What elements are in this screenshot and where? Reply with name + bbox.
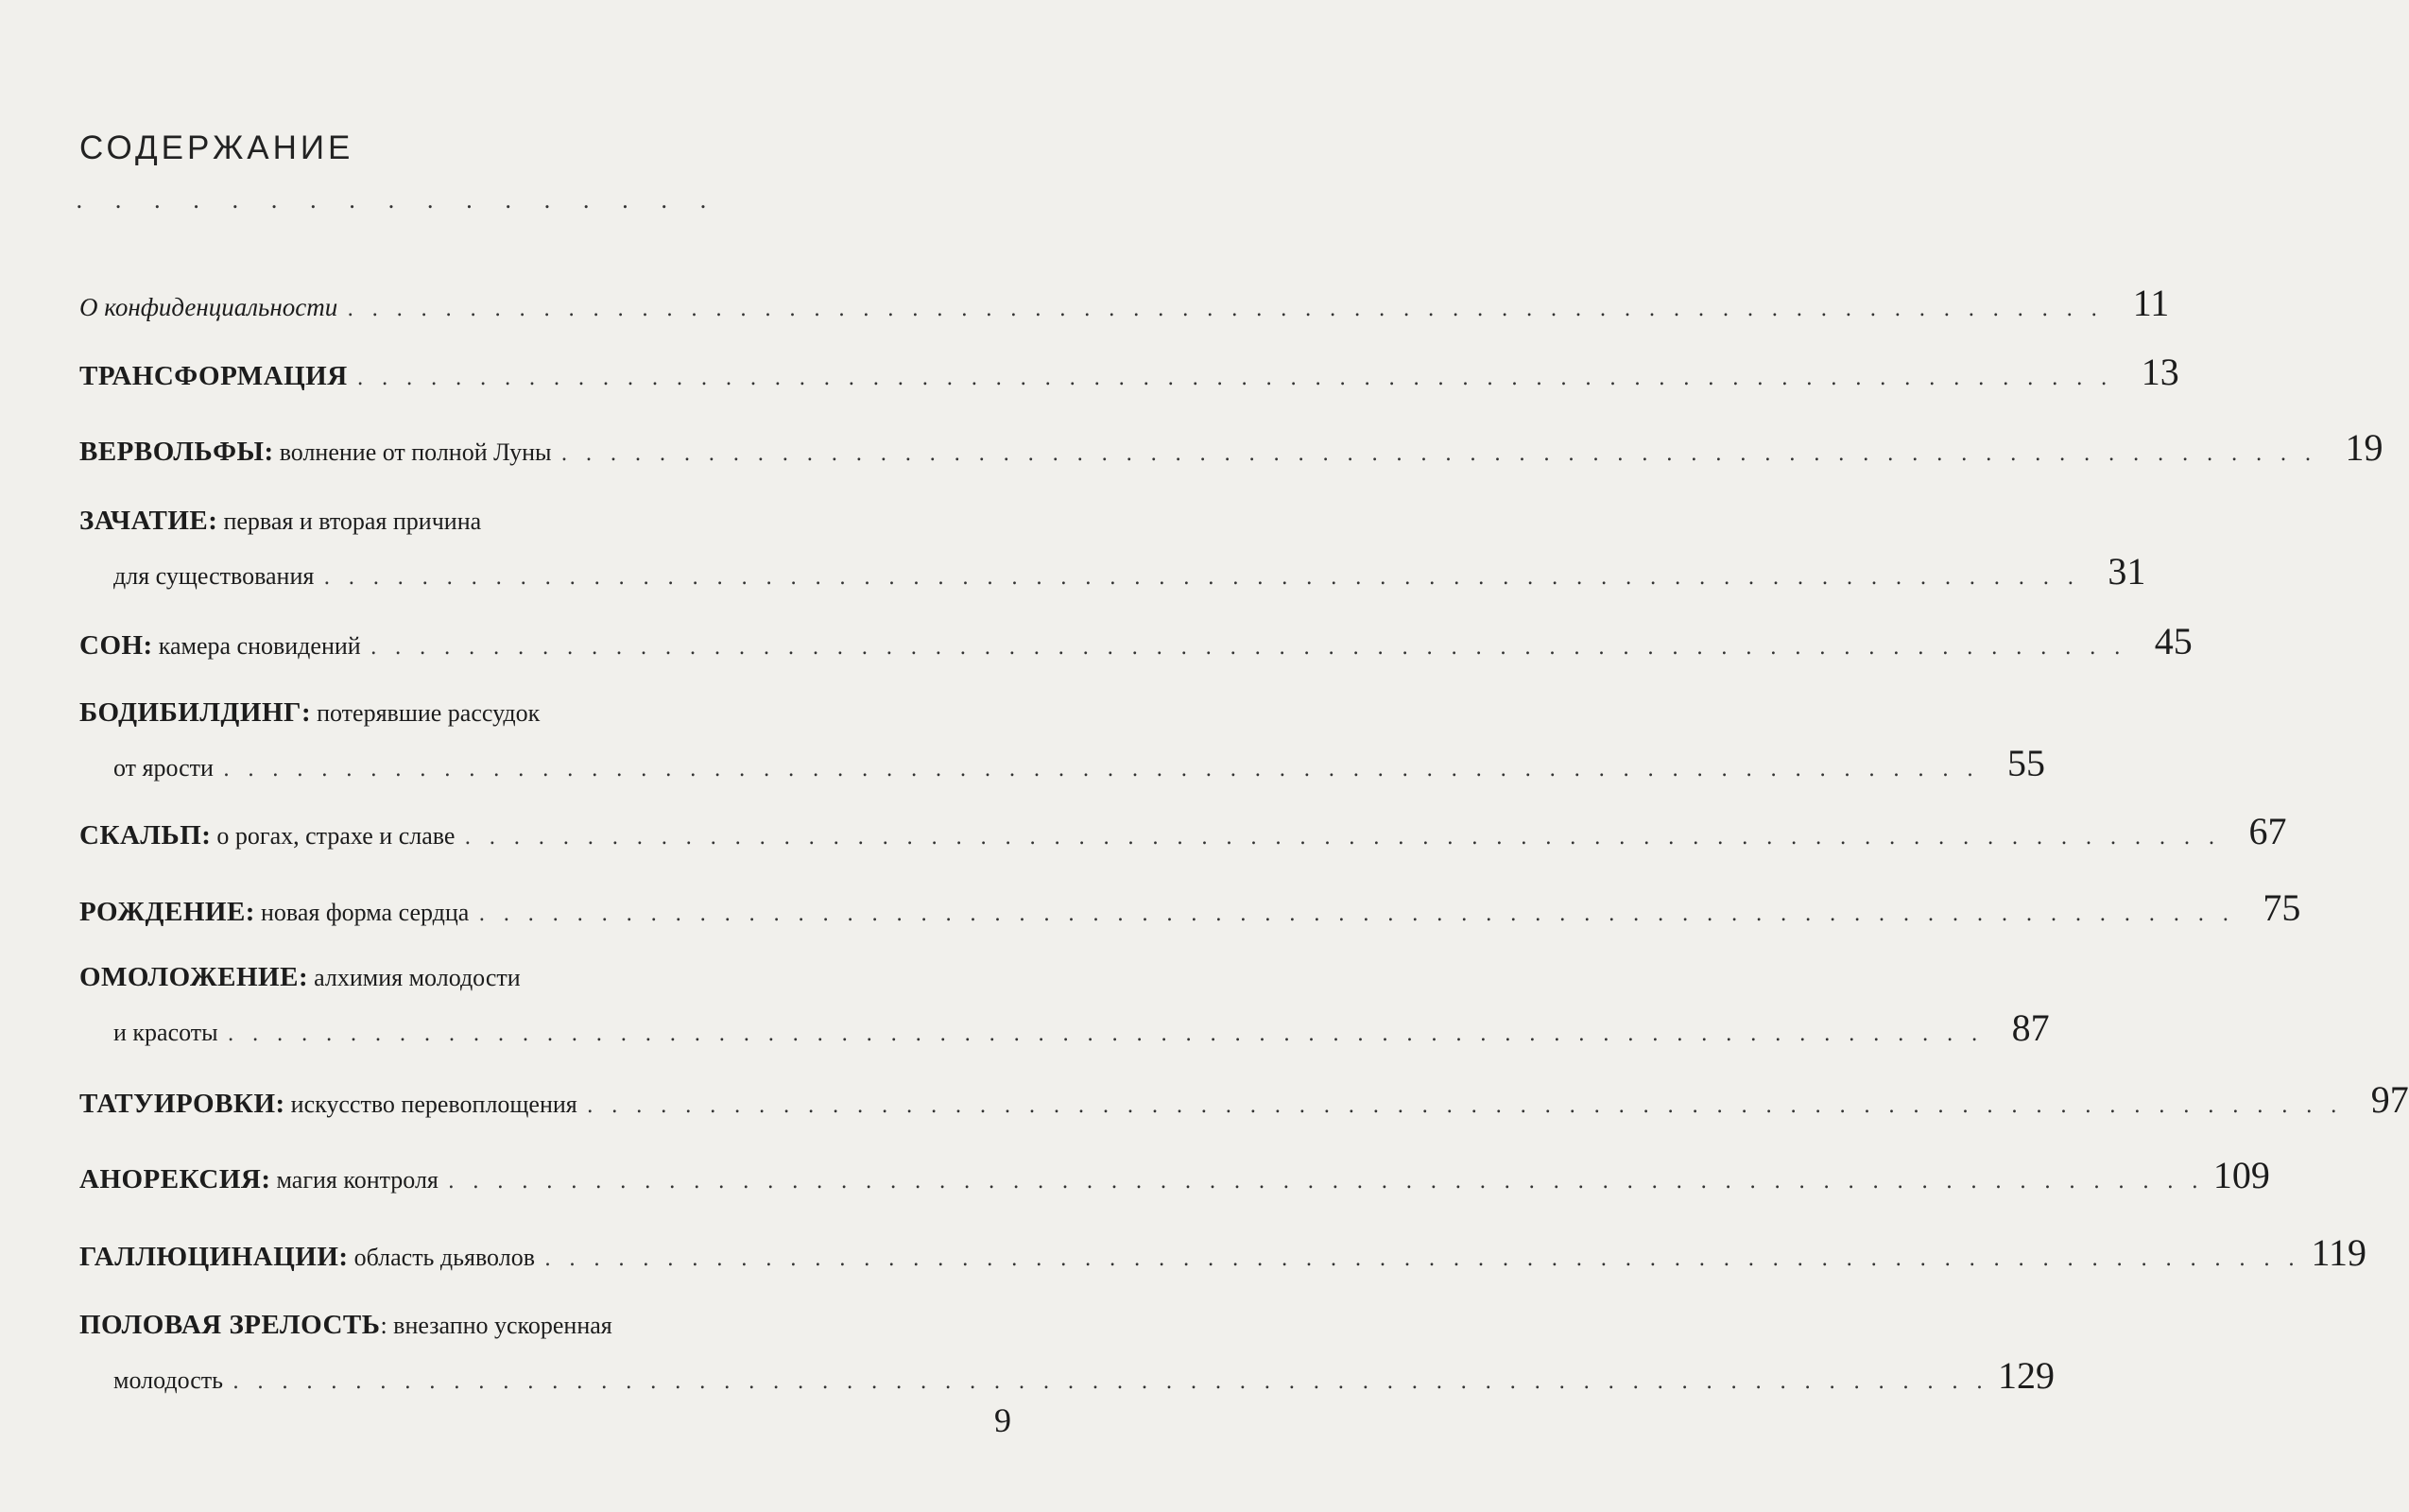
entry-heading: ТРАНСФОРМАЦИЯ bbox=[79, 361, 348, 391]
entry-subtitle: магия контроля bbox=[276, 1166, 439, 1194]
entry-subtitle: алхимия молодости bbox=[314, 964, 521, 991]
entry-subtitle: новая форма сердца bbox=[260, 899, 470, 926]
toc-entry[interactable] bbox=[79, 506, 2146, 593]
entry-subtitle-continued: для существования bbox=[113, 562, 315, 590]
entry-heading: ВЕРВОЛЬФЫ: bbox=[79, 437, 274, 467]
entry-page-number: 87 bbox=[2011, 1006, 2050, 1049]
entry-page-number: 119 bbox=[2311, 1231, 2367, 1274]
entry-heading: ЗАЧАТИЕ: bbox=[79, 506, 218, 536]
entry-heading: ТАТУИРОВКИ: bbox=[79, 1089, 285, 1119]
entry-heading: БОДИБИЛДИНГ: bbox=[79, 697, 312, 728]
entry-page-number: 67 bbox=[2248, 810, 2287, 852]
entry-subtitle: о рогах, страхе и славе bbox=[216, 822, 456, 850]
toc-entry[interactable] bbox=[79, 1230, 2367, 1274]
entry-heading: ОМОЛОЖЕНИЕ: bbox=[79, 962, 309, 992]
dot-leader: . . . . . . . . . . . . . . . . . . . . . . . . . . . . . . . . . . . . . . . . . . . . . . . . . . . . . . . . . . . . . . . . . . . . . . . . bbox=[370, 636, 2126, 660]
toc-entry[interactable] bbox=[79, 619, 2193, 662]
dot-leader: . . . . . . . . . . . . . . . . . . . . . . . . . . . . . . . . . . . . . . . . . . . . . . . . . . . . . . . . . . . . . . . . . . . . . . . . bbox=[560, 442, 2317, 466]
dot-leader: . . . . . . . . . . . . . . . . . . . . . . . . . . . . . . . . . . . . . . . . . . . . . . . . . . . . . . . . . . . . . . . . . . . . . . . . bbox=[347, 298, 2104, 321]
entry-subtitle: волнение от полной Луны bbox=[279, 438, 552, 466]
dot-leader: . . . . . . . . . . . . . . . . . . . . . . . . . . . . . . . . . . . . . . . . . . . . . . . . . . . . . . . . . . . . . . . . . . . . . . . . bbox=[586, 1094, 2343, 1118]
toc-entry[interactable] bbox=[79, 697, 2045, 785]
dot-leader: . . . . . . . . . . . . . . . . . . . . . . . . . . . . . . . . . . . . . . . . . . . . . . . . . . . . . . . . . . . . . . . . . . . . . . . . bbox=[356, 367, 2113, 390]
entry-heading: СКАЛЬП: bbox=[79, 820, 212, 850]
toc-entry[interactable] bbox=[79, 962, 2050, 1050]
toc-entry[interactable] bbox=[79, 281, 2170, 324]
dot-leader: . . . . . . . . . . . . . . . . . . . . . . . . . . . . . . . . . . . . . . . . . . . . . . . . . . . . . . . . . . . . . . . . . . . . . . . . bbox=[464, 826, 2221, 850]
dot-leader: . . . . . . . . . . . . . . . . . . . . . . . . . . . . . . . . . . . . . . . . . . . . . . . . . . . . . . . . . . . . . . . . . . . . . . . . bbox=[447, 1170, 2204, 1194]
entry-heading: АНОРЕКСИЯ: bbox=[79, 1164, 271, 1194]
dot-leader: . . . . . . . . . . . . . . . . . . . . . . . . . . . . . . . . . . . . . . . . . . . . . . . . . . . . . . . . . . . . . . . . . . . . . . . . bbox=[543, 1247, 2301, 1271]
toc-entry[interactable] bbox=[79, 885, 2301, 929]
entry-page-number: 19 bbox=[2345, 426, 2383, 469]
entry-page-number: 75 bbox=[2263, 886, 2301, 929]
entry-subtitle: первая и вторая причина bbox=[223, 507, 482, 535]
page-title: содержание bbox=[79, 116, 354, 169]
entry-page-number: 11 bbox=[2132, 282, 2170, 324]
toc-entry[interactable] bbox=[79, 1153, 2270, 1196]
entry-heading: ПОЛОВАЯ ЗРЕЛОСТЬ bbox=[79, 1310, 381, 1340]
entry-subtitle: искусство перевоплощения bbox=[290, 1091, 577, 1118]
entry-page-number: 109 bbox=[2212, 1154, 2270, 1196]
entry-heading: РОЖДЕНИЕ: bbox=[79, 897, 255, 927]
toc-entry[interactable] bbox=[79, 1310, 2056, 1398]
entry-heading: СОН: bbox=[79, 630, 153, 661]
toc-entry[interactable] bbox=[79, 425, 2383, 469]
toc-entry[interactable] bbox=[79, 1077, 2409, 1121]
entry-page-number: 55 bbox=[2006, 742, 2045, 784]
entry-heading: ГАЛЛЮЦИНАЦИИ: bbox=[79, 1242, 349, 1272]
entry-title: О конфиденциальности bbox=[79, 293, 338, 321]
entry-subtitle-continued: от ярости bbox=[113, 754, 214, 782]
dot-leader: . . . . . . . . . . . . . . . . . . . . . . . . . . . . . . . . . . . . . . . . . . . . . . . . . . . . . . . . . . . . . . . . . . . . . . . . bbox=[323, 566, 2080, 590]
dot-leader: . . . . . . . . . . . . . . . . . . . . . . . . . . . . . . . . . . . . . . . . . . . . . . . . . . . . . . . . . . . . . . . . . . . . . . . . bbox=[478, 902, 2235, 926]
folio-page-number: 9 bbox=[994, 1401, 1011, 1439]
dot-leader: . . . . . . . . . . . . . . . . . . . . . . . . . . . . . . . . . . . . . . . . . . . . . . . . . . . . . . . . . . . . . . . . . . . . . . . . bbox=[227, 1022, 1984, 1046]
toc-entry[interactable] bbox=[79, 350, 2179, 393]
entry-subtitle: область дьяволов bbox=[353, 1244, 535, 1271]
entry-subtitle-continued: и красоты bbox=[113, 1019, 218, 1046]
title-dotted-rule: . . . . . . . . . . . . . . . . . bbox=[76, 187, 719, 214]
dot-leader: . . . . . . . . . . . . . . . . . . . . . . . . . . . . . . . . . . . . . . . . . . . . . . . . . . . . . . . . . . . . . . . . . . . . . . . . bbox=[222, 758, 1979, 782]
toc-entry[interactable] bbox=[79, 809, 2287, 852]
entry-subtitle: камера сновидений bbox=[158, 632, 361, 660]
entry-page-number: 129 bbox=[1998, 1354, 2056, 1397]
entry-page-number: 97 bbox=[2370, 1078, 2409, 1121]
dot-leader: . . . . . . . . . . . . . . . . . . . . . . . . . . . . . . . . . . . . . . . . . . . . . . . . . . . . . . . . . . . . . . . . . . . . . . . . bbox=[232, 1370, 1989, 1394]
entry-subtitle-continued: молодость bbox=[113, 1366, 223, 1394]
entry-page-number: 31 bbox=[2108, 550, 2146, 593]
entry-page-number: 13 bbox=[2141, 351, 2179, 393]
entry-subtitle: потерявшие рассудок bbox=[317, 699, 541, 727]
entry-subtitle: : внезапно ускоренная bbox=[380, 1312, 612, 1339]
entry-page-number: 45 bbox=[2154, 620, 2193, 662]
